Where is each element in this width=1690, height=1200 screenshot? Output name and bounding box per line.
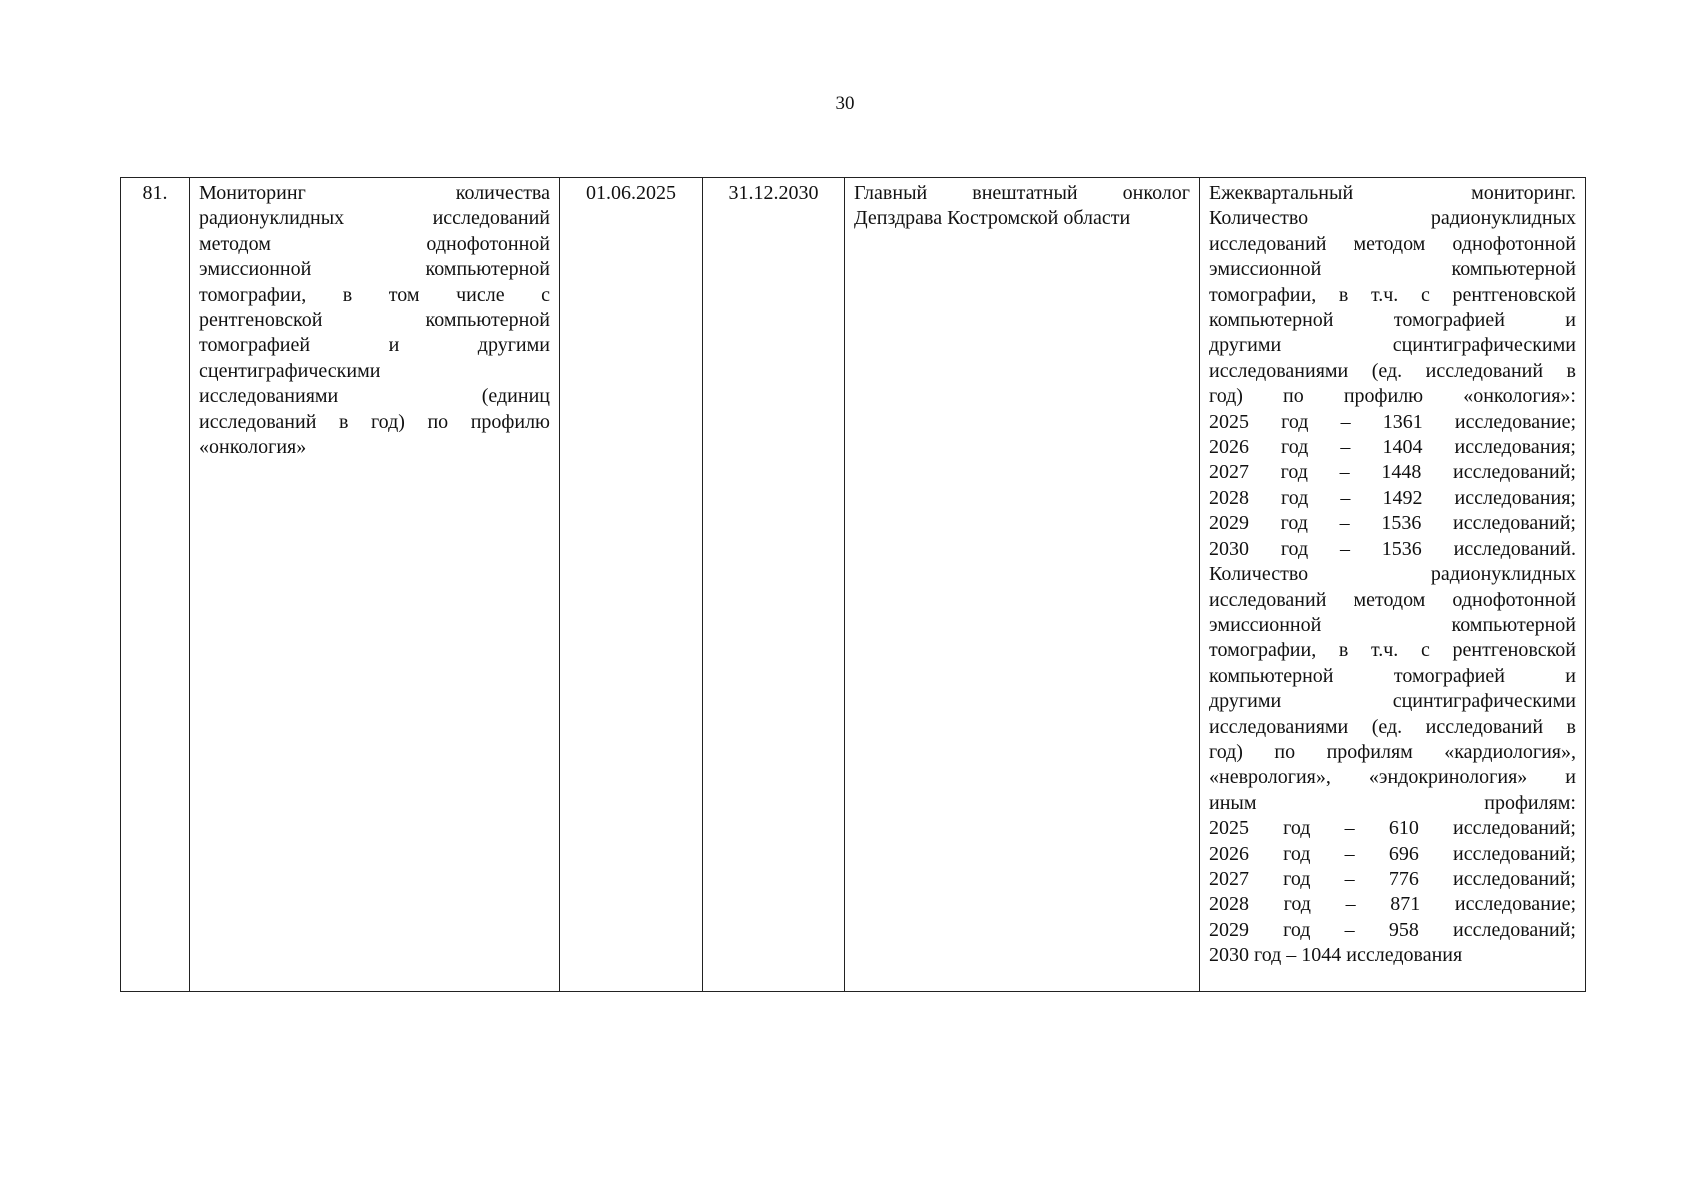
year-line-word: год	[1280, 512, 1308, 535]
result-other-line: «неврология», «эндокринология» и	[1209, 766, 1576, 789]
description-line: сцентиграфическими	[199, 359, 381, 382]
year-line-count: 1448	[1381, 461, 1422, 484]
description-text	[199, 181, 550, 460]
year-line-unit: исследования;	[1454, 436, 1576, 459]
year-line-year: 2025	[1209, 410, 1249, 433]
result-other-line: иным профилям:	[1209, 791, 1576, 814]
year-line-year: 2029	[1209, 512, 1249, 535]
year-line	[1209, 410, 1576, 435]
year-line-unit: исследований;	[1453, 461, 1576, 484]
year-line-year: 2025	[1209, 817, 1249, 840]
start-date-cell	[560, 178, 703, 992]
year-line	[1209, 460, 1576, 485]
year-line-year: 2028	[1209, 486, 1249, 509]
result-other-line: томографии, в т.ч. с рентгеновской	[1209, 639, 1576, 662]
year-line-dash: –	[1339, 512, 1350, 535]
year-line	[1209, 511, 1576, 536]
description-line: исследованиями (единиц	[199, 385, 550, 408]
year-line-dash: –	[1345, 893, 1356, 916]
year-line-count: 1536	[1381, 512, 1422, 535]
year-line-word: год	[1283, 817, 1311, 840]
result-other-line: компьютерной томографией и	[1209, 664, 1576, 687]
year-line-word: год	[1281, 486, 1309, 509]
result-intro-line: год) по профилю «онкология»:	[1209, 385, 1576, 408]
year-line-word: год	[1281, 410, 1309, 433]
year-line-dash: –	[1339, 537, 1350, 560]
year-line-count: 776	[1388, 867, 1419, 890]
description-line: методом однофотонной	[199, 232, 550, 255]
description-line: томографии, в том числе с	[199, 283, 550, 306]
other-profiles-year-list	[1209, 816, 1576, 943]
description-line: рентгеновской компьютерной	[199, 309, 550, 332]
year-line-year: 2028	[1209, 893, 1249, 916]
year-line-count: 1492	[1382, 486, 1423, 509]
year-line-unit: исследований;	[1453, 512, 1576, 535]
year-line-dash: –	[1344, 918, 1355, 941]
year-line-dash: –	[1340, 410, 1351, 433]
end-date: 31.12.2030	[728, 182, 819, 204]
result-intro-line: эмиссионной компьютерной	[1209, 258, 1576, 281]
year-line-unit: исследований;	[1453, 817, 1576, 840]
year-line-count: 1536	[1381, 537, 1422, 560]
start-date: 01.06.2025	[586, 182, 676, 204]
year-line-word: год	[1283, 867, 1311, 890]
description-line: радионуклидных исследований	[199, 207, 550, 230]
year-line-dash: –	[1340, 486, 1351, 509]
result-intro-line: компьютерной томографией и	[1209, 309, 1576, 332]
result-other-line: Количество радионуклидных	[1209, 563, 1576, 586]
description-line: эмиссионной компьютерной	[199, 258, 550, 281]
result-intro-line: другими сцинтиграфическими	[1209, 334, 1576, 357]
year-line-unit: исследование;	[1454, 893, 1576, 916]
year-line-year: 2029	[1209, 918, 1249, 941]
year-line-unit: исследование;	[1454, 410, 1576, 433]
year-line-dash: –	[1344, 842, 1355, 865]
year-line-year: 2027	[1209, 461, 1249, 484]
plan-table	[120, 177, 1586, 992]
year-line-word: год	[1280, 537, 1309, 560]
row-number-cell	[121, 178, 190, 992]
table-row	[121, 178, 1586, 992]
responsible-line: Главный внештатный онколог	[854, 182, 1190, 204]
year-line-year: 2030	[1209, 537, 1249, 560]
result-intro-line: исследованиями (ед. исследований в	[1209, 359, 1576, 382]
responsible-text	[854, 181, 1190, 232]
result-intro-line: Ежеквартальный мониторинг.	[1209, 182, 1576, 204]
year-line-dash: –	[1344, 817, 1355, 840]
result-other-line: эмиссионной компьютерной	[1209, 613, 1576, 636]
description-line: исследований в год) по профилю	[199, 410, 550, 433]
year-line	[1209, 892, 1576, 917]
year-line-dash: –	[1344, 867, 1355, 890]
description-line: томографией и другими	[199, 334, 550, 357]
responsible-cell	[845, 178, 1200, 992]
responsible-line: Депздрава Костромской области	[854, 207, 1131, 230]
result-other-profiles-text	[1209, 562, 1576, 816]
description-line: «онкология»	[199, 436, 307, 459]
year-line	[1209, 486, 1576, 511]
year-line	[1209, 816, 1576, 841]
result-cell	[1200, 178, 1586, 992]
final-year-line: 2030 год – 1044 исследования	[1209, 944, 1463, 967]
year-line-year: 2026	[1209, 842, 1249, 865]
year-line-count: 610	[1388, 817, 1419, 840]
year-line-year: 2027	[1209, 867, 1249, 890]
page-number: 30	[835, 93, 855, 114]
oncology-year-list	[1209, 410, 1576, 562]
result-other-line: исследованиями (ед. исследований в	[1209, 715, 1576, 738]
year-line-word: год	[1280, 461, 1308, 484]
result-intro-line: Количество радионуклидных	[1209, 207, 1576, 230]
year-line	[1209, 842, 1576, 867]
year-line	[1209, 537, 1576, 562]
result-intro-text	[1209, 181, 1576, 410]
description-line: Мониторинг количества	[199, 182, 550, 204]
year-line	[1209, 435, 1576, 460]
year-line-count: 871	[1390, 893, 1421, 916]
year-line-unit: исследований;	[1453, 842, 1576, 865]
year-line-unit: исследований.	[1453, 537, 1576, 560]
year-line-word: год	[1283, 842, 1311, 865]
year-line-year: 2026	[1209, 436, 1249, 459]
year-line-word: год	[1283, 918, 1311, 941]
description-cell	[190, 178, 560, 992]
year-line-unit: исследования;	[1454, 486, 1576, 509]
year-line-unit: исследований;	[1453, 867, 1576, 890]
year-line-dash: –	[1339, 461, 1350, 484]
end-date-cell	[703, 178, 845, 992]
result-other-line: год) по профилям «кардиология»,	[1209, 740, 1576, 763]
result-intro-line: исследований методом однофотонной	[1209, 232, 1576, 255]
year-line-count: 1404	[1382, 436, 1423, 459]
year-line	[1209, 867, 1576, 892]
year-line-word: год	[1281, 436, 1309, 459]
year-line-count: 1361	[1382, 410, 1423, 433]
year-line-word: год	[1283, 893, 1311, 916]
year-line-unit: исследований;	[1453, 918, 1576, 941]
year-line-dash: –	[1340, 436, 1351, 459]
row-number: 81.	[142, 182, 168, 204]
result-other-line: исследований методом однофотонной	[1209, 588, 1576, 611]
result-other-line: другими сцинтиграфическими	[1209, 690, 1576, 713]
year-line-count: 696	[1388, 842, 1419, 865]
year-line	[1209, 918, 1576, 943]
year-line-count: 958	[1388, 918, 1419, 941]
result-intro-line: томографии, в т.ч. с рентгеновской	[1209, 283, 1576, 306]
